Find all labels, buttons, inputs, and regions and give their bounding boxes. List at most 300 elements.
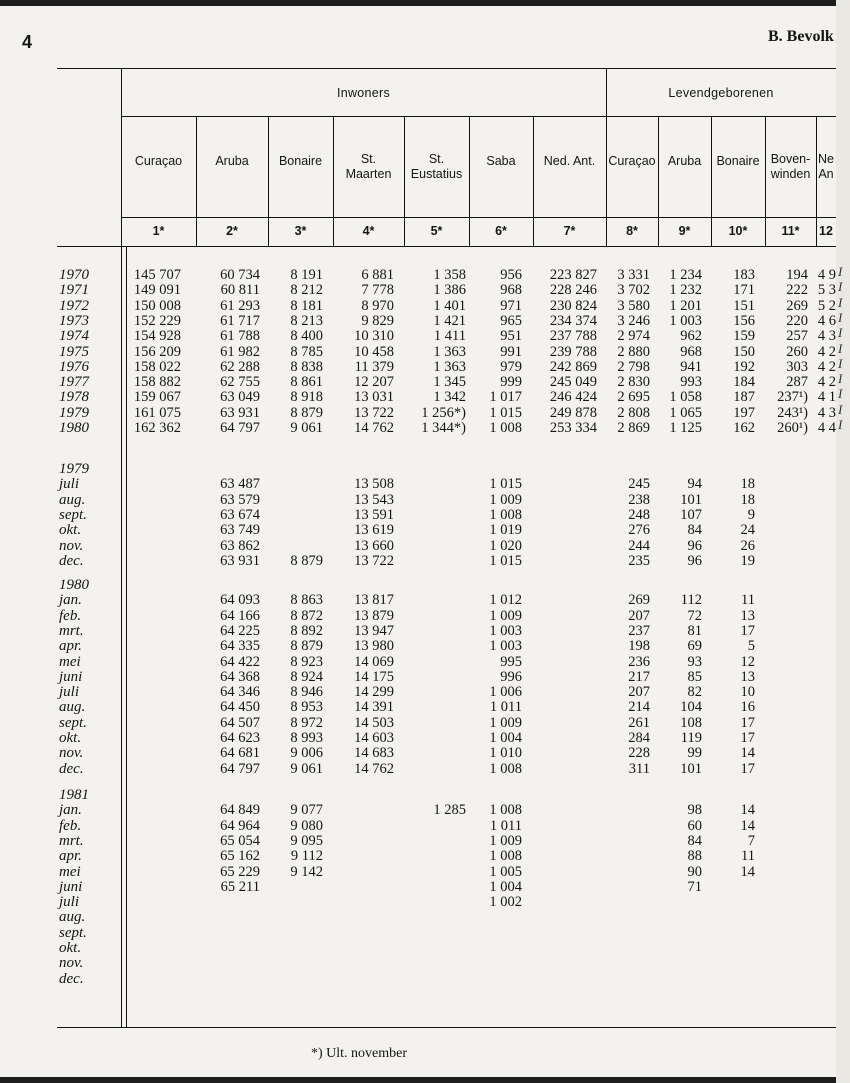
table-cell: 64 450	[220, 699, 260, 716]
table-cell: 260	[786, 343, 808, 360]
group-header-levendgeborenen: Levendgeborenen	[668, 86, 774, 100]
table-cell: 234 374	[549, 312, 597, 329]
table-cell: 63 674	[220, 506, 260, 523]
table-cell: 93	[687, 653, 702, 670]
table-cell: 207	[628, 684, 650, 701]
table-cell: 1 012	[489, 592, 522, 609]
table-cell: 228 246	[549, 282, 597, 299]
table-cell: 237	[628, 622, 650, 639]
table-cell: 9 095	[290, 832, 323, 849]
row-label: apr.	[59, 848, 82, 865]
table-cell: 8 191	[290, 267, 323, 283]
row-label: feb.	[59, 817, 82, 834]
table-cell: 156	[733, 312, 755, 329]
table-cell: 13 947	[354, 622, 394, 639]
column-header: Saba	[486, 154, 516, 168]
edge-glyph: I	[838, 309, 843, 325]
table-cell: 69	[687, 638, 702, 655]
table-cell: 154 928	[133, 328, 181, 345]
row-label: 1976	[59, 358, 89, 375]
table-cell: 1 386	[433, 282, 466, 299]
table-cell: 64 422	[220, 653, 260, 670]
table-cell: 1 201	[669, 297, 702, 314]
row-label: feb.	[59, 607, 82, 624]
table-cell: 14 603	[354, 730, 394, 746]
table-cell: 207	[628, 607, 650, 624]
table-cell: 63 579	[220, 491, 260, 508]
table-cell: 158 022	[133, 358, 181, 375]
table-cell: 13 879	[354, 607, 394, 624]
table-cell: 64 849	[220, 802, 260, 819]
table-cell: 1 008	[489, 760, 522, 777]
table-cell: 248	[628, 506, 650, 523]
table-cell: 9 077	[290, 802, 323, 819]
row-label: apr.	[59, 638, 82, 655]
table-cell: 9 829	[361, 312, 394, 329]
table-cell: 1 015	[489, 404, 522, 421]
table-cell: 6 881	[361, 267, 394, 283]
table-cell: 962	[680, 328, 702, 345]
table-cell: 63 931	[220, 404, 260, 421]
row-label: mrt.	[59, 832, 84, 849]
table-cell: 269	[628, 592, 650, 609]
table-cell: 1 005	[489, 863, 522, 880]
table-cell: 13 660	[354, 537, 394, 554]
table-cell: 161 075	[133, 404, 181, 421]
edge-glyph: I	[838, 264, 843, 279]
page-number: 4	[22, 32, 33, 52]
table-cell: 1 234	[669, 267, 702, 283]
table-cell: 26	[740, 537, 755, 554]
table-cell: 2 798	[617, 358, 650, 375]
table-cell: 14	[740, 863, 755, 880]
table-cell: 156 209	[133, 343, 181, 360]
table-cell: 244	[628, 537, 650, 554]
row-label: jan.	[59, 802, 82, 819]
table-cell: 8 872	[290, 607, 323, 624]
table-cell: 60 811	[220, 282, 260, 299]
edge-glyph: I	[838, 371, 843, 387]
table-cell: 8 879	[290, 552, 323, 569]
table-cell: 996	[500, 668, 522, 685]
table-cell: 8 213	[290, 312, 323, 329]
table-cell: 9 142	[290, 863, 323, 880]
table-cell: 1 006	[489, 684, 522, 701]
table-cell: 1 003	[669, 312, 702, 329]
table-cell: 8 879	[290, 404, 323, 421]
table-cell: 1 003	[489, 622, 522, 639]
table-cell: 237 788	[549, 328, 597, 345]
table-cell: 9 112	[290, 848, 323, 865]
rule-num-bottom	[57, 246, 836, 247]
column-header: Ned. Ant.	[543, 154, 596, 168]
column-number: 12	[819, 224, 833, 238]
table-cell: 94	[687, 476, 702, 493]
table-cell: 993	[680, 374, 702, 391]
column-number: 7*	[563, 224, 576, 238]
table-cell: 8 918	[290, 389, 323, 406]
table-cell: 84	[687, 522, 702, 539]
table-cell: 5 3	[817, 282, 836, 299]
table-cell: 1 017	[489, 389, 522, 406]
row-label: 1970	[59, 267, 89, 283]
table-cell: 246 424	[549, 389, 597, 406]
table-cell: 162 362	[133, 420, 181, 436]
column-header: Curaçao	[608, 154, 656, 168]
row-label: nov.	[59, 745, 84, 762]
table-cell: 171	[733, 282, 755, 299]
table-cell: 956	[500, 267, 522, 283]
table-cell: 9 061	[290, 760, 323, 777]
column-header: Aruba	[215, 154, 249, 168]
column-header: St. Eustatius	[410, 152, 463, 181]
column-number: 11*	[781, 224, 800, 238]
table-cell: 149 091	[133, 282, 181, 299]
table-cell: 1 004	[489, 878, 522, 895]
table-cell: 158 882	[133, 374, 181, 391]
table-cell: 145 707	[133, 267, 181, 283]
table-cell: 13 980	[354, 638, 394, 655]
edge-glyph: I	[838, 355, 843, 371]
row-label: aug.	[59, 699, 86, 716]
table-cell: 1 256*)	[421, 404, 466, 421]
table-cell: 9 006	[290, 745, 323, 762]
table-cell: 995	[500, 653, 522, 670]
table-cell: 223 827	[549, 267, 597, 283]
row-label: 1972	[59, 297, 89, 314]
table-cell: 107	[680, 506, 702, 523]
table-cell: 9	[747, 506, 755, 523]
table-cell: 13 031	[354, 389, 394, 406]
table-cell: 1 058	[669, 389, 702, 406]
table-cell: 1 011	[489, 817, 522, 834]
table-cell: 8 863	[290, 592, 323, 609]
table-cell: 10 458	[354, 343, 394, 360]
table-cell: 13	[740, 668, 755, 685]
column-number: 6*	[495, 224, 507, 238]
table-cell: 194	[786, 267, 808, 283]
table-cell: 63 862	[220, 537, 260, 554]
table-cell: 63 931	[220, 552, 260, 569]
table-cell: 159 067	[133, 389, 181, 406]
table-cell: 62 288	[220, 358, 260, 375]
adjacent-page-edge	[836, 0, 850, 1083]
row-label: jan.	[59, 592, 82, 609]
table-cell: 198	[628, 638, 650, 655]
table-cell: 245	[628, 476, 650, 493]
table-cell: 64 166	[220, 607, 260, 624]
table-cell: 12 207	[354, 374, 394, 391]
table-cell: 260¹)	[777, 420, 808, 436]
table-cell: 2 808	[617, 404, 650, 421]
table-cell: 217	[628, 668, 650, 685]
table-cell: 192	[733, 358, 755, 375]
table-cell: 64 346	[220, 684, 260, 701]
table-cell: 1 344*)	[421, 420, 466, 436]
table-cell: 61 293	[220, 297, 260, 314]
rule-left-stub	[121, 68, 122, 1027]
row-label: 1978	[59, 389, 89, 406]
table-cell: 64 225	[220, 622, 260, 639]
table-cell: 14 762	[354, 760, 394, 777]
table-cell: 11	[741, 592, 755, 609]
row-label: mei	[59, 653, 81, 670]
table-cell: 965	[500, 312, 522, 329]
table-cell: 96	[687, 537, 702, 554]
table-cell: 183	[733, 267, 755, 283]
row-label: sept.	[59, 506, 87, 523]
section-title: B. Bevolk	[768, 28, 834, 45]
row-label: 1975	[59, 343, 89, 360]
table-cell: 88	[687, 848, 702, 865]
table-cell: 14	[740, 817, 755, 834]
table-cell: 13 591	[354, 506, 394, 523]
table-cell: 2 974	[617, 328, 650, 345]
table-cell: 63 487	[220, 476, 260, 493]
table-cell: 151	[733, 297, 755, 314]
table-cell: 1 345	[433, 374, 466, 391]
table-cell: 10 310	[354, 328, 394, 345]
table-cell: 104	[680, 699, 702, 716]
row-label: juni	[59, 668, 83, 685]
table-cell: 9 061	[290, 420, 323, 436]
table-cell: 3 702	[617, 282, 650, 299]
table-cell: 4 4	[817, 420, 836, 436]
table-cell: 10	[740, 684, 755, 701]
table-cell: 1 009	[489, 714, 522, 731]
table-cell: 1 015	[489, 476, 522, 493]
table-cell: 14 683	[354, 745, 394, 762]
table-cell: 235	[628, 552, 650, 569]
table-cell: 60 734	[220, 267, 260, 283]
column-number: 4*	[362, 224, 375, 238]
table-cell: 162	[733, 420, 755, 436]
table-cell: 8 953	[290, 699, 323, 716]
table-cell: 243¹)	[777, 404, 808, 421]
table-cell: 99	[687, 745, 702, 762]
table-cell: 60	[687, 817, 702, 834]
table-cell: 968	[500, 282, 522, 299]
column-number: 5*	[430, 224, 443, 238]
row-label: aug.	[59, 491, 86, 508]
table-cell: 236	[628, 653, 650, 670]
table-cell: 7 778	[361, 282, 394, 299]
table-cell: 242 869	[549, 358, 597, 375]
footnote: *) Ult. november	[311, 1046, 408, 1061]
table-cell: 228	[628, 745, 650, 762]
table-cell: 2 695	[617, 389, 650, 406]
table-cell: 237¹)	[777, 389, 808, 406]
section-year-heading: 1980	[59, 577, 89, 593]
table-cell: 17	[740, 730, 755, 746]
table-cell: 14 762	[354, 420, 394, 436]
table-cell: 968	[680, 343, 702, 360]
edge-glyph: I	[838, 294, 843, 310]
table-cell: 18	[740, 476, 755, 493]
table-cell: 238	[628, 491, 650, 508]
row-label: sept.	[59, 924, 87, 941]
table-cell: 222	[786, 282, 808, 299]
table-cell: 257	[786, 328, 808, 345]
table-cell: 8 970	[361, 297, 394, 314]
rule-bottom	[57, 1027, 836, 1028]
row-label: juni	[59, 878, 83, 895]
row-label: dec.	[59, 552, 84, 569]
table-cell: 2 880	[617, 343, 650, 360]
table-cell: 311	[628, 760, 650, 777]
table-cell: 11	[741, 848, 755, 865]
table-cell: 1 003	[489, 638, 522, 655]
table-cell: 1 421	[433, 312, 466, 329]
table-cell: 239 788	[549, 343, 597, 360]
table-cell: 1 342	[433, 389, 466, 406]
table-cell: 220	[786, 312, 808, 329]
row-label: mei	[59, 863, 81, 880]
table-cell: 14 069	[354, 653, 394, 670]
table-cell: 64 797	[220, 420, 260, 436]
table-cell: 4 1	[817, 389, 836, 406]
row-label: mrt.	[59, 622, 84, 639]
table-cell: 8 923	[290, 653, 323, 670]
section-year-heading: 1981	[59, 787, 89, 803]
table-cell: 1 401	[433, 297, 466, 314]
table-cell: 65 211	[220, 878, 260, 895]
table-cell: 13 619	[354, 522, 394, 539]
table-cell: 17	[740, 714, 755, 731]
document-page	[0, 6, 836, 1077]
table-cell: 8 879	[290, 638, 323, 655]
table-cell: 1 008	[489, 802, 522, 819]
column-number: 1*	[152, 224, 165, 238]
table-cell: 253 334	[549, 420, 597, 436]
table-cell: 9 080	[290, 817, 323, 834]
table-cell: 991	[500, 343, 522, 360]
table-cell: 90	[687, 863, 702, 880]
table-cell: 979	[500, 358, 522, 375]
table-cell: 84	[687, 832, 702, 849]
table-cell: 11 379	[354, 358, 394, 375]
table-cell: 3 331	[617, 267, 650, 283]
table-cell: 214	[628, 699, 650, 716]
table-cell: 65 054	[220, 832, 260, 849]
row-label: aug.	[59, 909, 86, 926]
table-cell: 13 508	[354, 476, 394, 493]
row-label: juli	[59, 684, 80, 701]
table-cell: 18	[740, 491, 755, 508]
column-header: St. Maarten	[345, 152, 392, 181]
table-cell: 4 6	[817, 312, 836, 329]
table-cell: 5	[747, 638, 755, 655]
section-year-heading: 1979	[59, 461, 89, 477]
row-label: nov.	[59, 537, 84, 554]
table-cell: 1 011	[489, 699, 522, 716]
table-cell: 1 358	[433, 267, 466, 283]
column-header: Boven- winden	[770, 152, 811, 181]
table-cell: 19	[740, 552, 755, 569]
table-cell: 230 824	[549, 297, 597, 314]
table-cell: 1 019	[489, 522, 522, 539]
row-label: 1971	[59, 282, 89, 299]
table-cell: 951	[500, 328, 522, 345]
table-cell: 14	[740, 802, 755, 819]
edge-glyph: I	[838, 386, 843, 402]
table-cell: 61 788	[220, 328, 260, 345]
table-cell: 13 722	[354, 404, 394, 421]
table-cell: 12	[740, 653, 755, 670]
row-label: juli	[59, 476, 80, 493]
table-cell: 13 722	[354, 552, 394, 569]
table-cell: 8 946	[290, 684, 323, 701]
table-cell: 8 993	[290, 730, 323, 746]
table-cell: 64 507	[220, 714, 260, 731]
table-cell: 1 009	[489, 607, 522, 624]
table-cell: 4 9	[817, 267, 836, 283]
edge-glyph: I	[838, 325, 843, 341]
table-cell: 1 363	[433, 343, 466, 360]
table-cell: 101	[680, 760, 702, 777]
table-cell: 1 125	[669, 420, 702, 436]
table-cell: 2 869	[617, 420, 650, 436]
table-cell: 63 749	[220, 522, 260, 539]
table-cell: 64 681	[220, 745, 260, 762]
row-label: 1977	[59, 374, 89, 391]
table-cell: 24	[740, 522, 755, 539]
table-cell: 64 797	[220, 760, 260, 777]
table-cell: 284	[628, 730, 650, 746]
table-cell: 64 964	[220, 817, 260, 834]
table-cell: 8 892	[290, 622, 323, 639]
table-cell: 1 002	[489, 894, 522, 911]
table-cell: 276	[628, 522, 650, 539]
row-label: nov.	[59, 955, 84, 972]
column-header: Bonaire	[716, 154, 760, 168]
table-cell: 14 175	[354, 668, 394, 685]
table-cell: 64 623	[220, 730, 260, 746]
table-cell: 150	[733, 343, 755, 360]
table-cell: 71	[687, 878, 702, 895]
edge-glyph: I	[838, 279, 843, 295]
table-cell: 13	[740, 607, 755, 624]
table-cell: 1 009	[489, 832, 522, 849]
row-label: 1973	[59, 312, 89, 329]
table-cell: 1 285	[433, 802, 466, 819]
table-cell: 13 543	[354, 491, 394, 508]
table-cell: 14 391	[354, 699, 394, 716]
table-cell: 85	[687, 668, 702, 685]
table-cell: 8 861	[290, 374, 323, 391]
table-cell: 96	[687, 552, 702, 569]
table-cell: 72	[687, 607, 702, 624]
rule-group	[121, 116, 836, 117]
table-cell: 108	[680, 714, 702, 731]
table-cell: 152 229	[133, 312, 181, 329]
table-cell: 119	[680, 730, 702, 746]
column-header: Bonaire	[278, 154, 323, 168]
edge-glyph: I	[838, 340, 843, 356]
column-header: Curaçao	[134, 154, 183, 168]
table-cell: 17	[740, 622, 755, 639]
table-cell: 14 299	[354, 684, 394, 701]
column-header: Aruba	[667, 154, 702, 168]
table-cell: 64 335	[220, 638, 260, 655]
row-label: juli	[59, 894, 80, 911]
column-number: 9*	[678, 224, 691, 238]
table-cell: 13 817	[354, 592, 394, 609]
table-cell: 1 015	[489, 552, 522, 569]
table-cell: 1 004	[489, 730, 522, 746]
table-cell: 2 830	[617, 374, 650, 391]
table-cell: 197	[733, 404, 755, 421]
